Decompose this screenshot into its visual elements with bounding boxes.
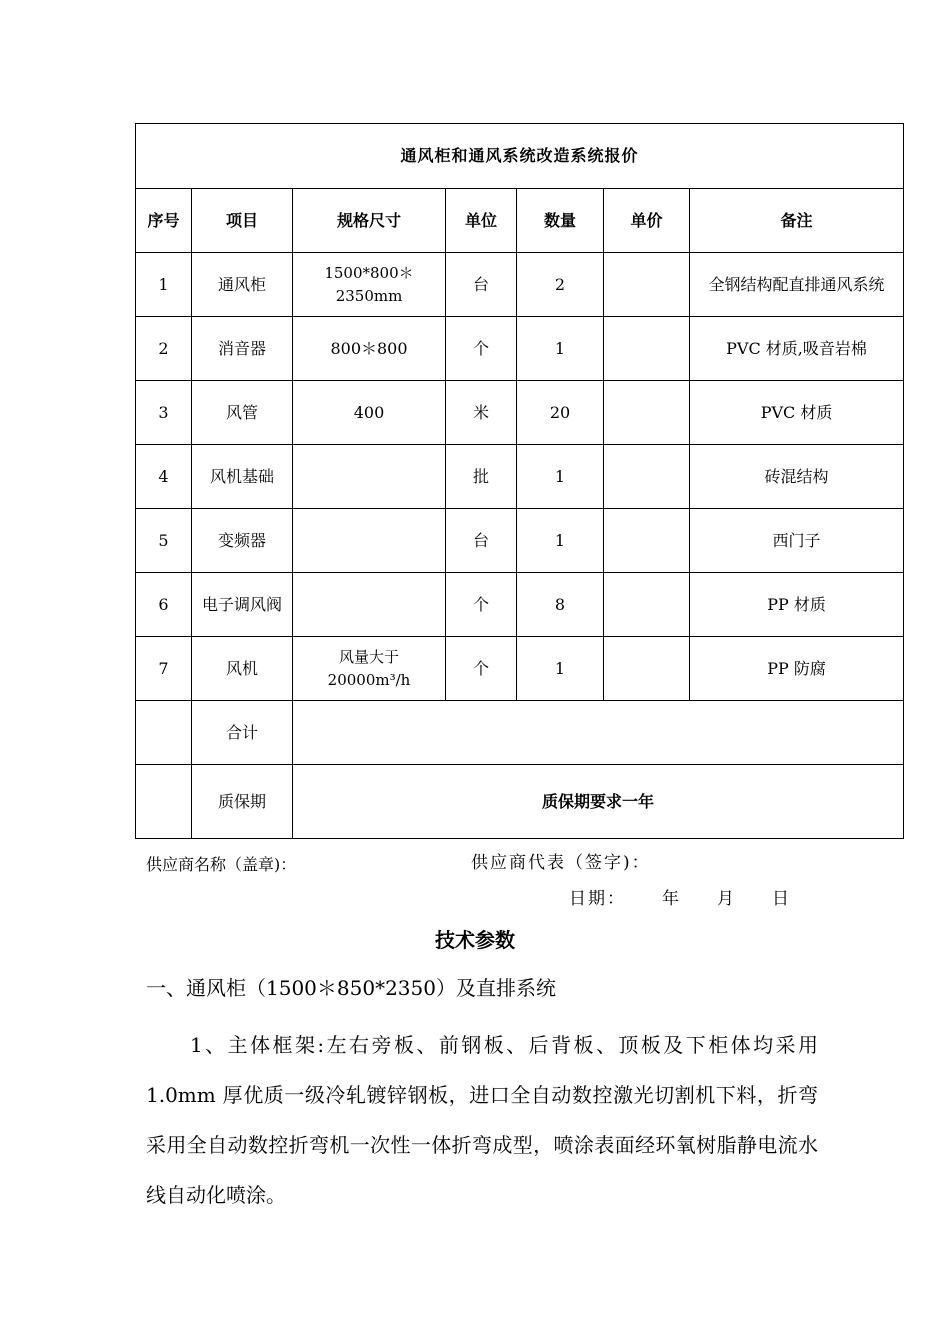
table-row [136,573,904,637]
cell-price [604,253,690,317]
warranty-label: 质保期 [192,765,293,839]
date-day: 日 [772,889,791,909]
cell-item: 风机 [192,637,293,701]
header-spec: 规格尺寸 [293,189,446,253]
header-item: 项目 [192,189,293,253]
cell-item: 电子调风阀 [192,573,293,637]
cell-price [604,317,690,381]
date-line [569,884,791,909]
cell-no: 1 [136,253,192,317]
cell-unit: 台 [446,253,517,317]
cell-item: 风机基础 [192,445,293,509]
cell-spec [293,573,446,637]
total-value [293,701,904,765]
header-qty: 数量 [517,189,604,253]
header-price: 单价 [604,189,690,253]
section-heading: 一、通风柜（1500＊850*2350）及直排系统 [146,976,556,1000]
cell-no: 4 [136,445,192,509]
cell-qty: 1 [517,637,604,701]
table-row [136,445,904,509]
cell-item: 消音器 [192,317,293,381]
cell-unit: 个 [446,317,517,381]
tech-section-title: 技术参数 [435,928,515,952]
warranty-value: 质保期要求一年 [293,765,904,839]
header-note: 备注 [690,189,904,253]
cell-spec: 风量大于 20000m³/h [293,637,446,701]
header-unit: 单位 [446,189,517,253]
total-row [136,701,904,765]
date-label: 日期： [569,889,626,909]
cell-price [604,381,690,445]
cell-spec [293,509,446,573]
cell-qty: 1 [517,445,604,509]
total-label: 合计 [192,701,293,765]
supplier-rep-label: 供应商代表（签字)： [471,853,651,873]
date-year: 年 [662,889,681,909]
cell-qty: 1 [517,509,604,573]
cell-no: 2 [136,317,192,381]
table-header-row [136,189,904,253]
table-row [136,317,904,381]
cell-spec: 800＊800 [293,317,446,381]
cell-qty: 8 [517,573,604,637]
cell-item: 变频器 [192,509,293,573]
cell-unit: 台 [446,509,517,573]
cell-no: 7 [136,637,192,701]
cell-spec: 400 [293,381,446,445]
cell-price [604,445,690,509]
cell-note: PVC 材质,吸音岩棉 [690,317,904,381]
cell-note: PVC 材质 [690,381,904,445]
cell-note: PP 材质 [690,573,904,637]
date-month: 月 [717,889,736,909]
cell-note: 砖混结构 [690,445,904,509]
cell-no: 6 [136,573,192,637]
table-row [136,253,904,317]
total-blank [136,701,192,765]
cell-unit: 个 [446,573,517,637]
table-row [136,509,904,573]
quote-table [135,123,904,839]
table-title: 通风柜和通风系统改造系统报价 [136,124,904,189]
supplier-name-label: 供应商名称（盖章)： [146,855,297,874]
cell-qty: 20 [517,381,604,445]
table-row [136,637,904,701]
cell-qty: 2 [517,253,604,317]
cell-note: 西门子 [690,509,904,573]
body-paragraph: 1、主体框架:左右旁板、前钢板、后背板、顶板及下柜体均采用 1.0mm 厚优质一级冷轧镀锌钢板，进口全自动数控激光切割机下料，折弯采用全自动数控折弯机一次性一体折弯成型，喷涂表面经环氧树脂静电流水线自动化喷涂。 [146,1033,818,1207]
cell-price [604,573,690,637]
warranty-blank [136,765,192,839]
cell-unit: 批 [446,445,517,509]
cell-unit: 米 [446,381,517,445]
cell-spec [293,445,446,509]
cell-no: 3 [136,381,192,445]
cell-price [604,637,690,701]
cell-item: 风管 [192,381,293,445]
cell-spec: 1500*800＊2350mm [293,253,446,317]
header-no: 序号 [136,189,192,253]
cell-unit: 个 [446,637,517,701]
cell-note: PP 防腐 [690,637,904,701]
table-row [136,381,904,445]
cell-note: 全钢结构配直排通风系统 [690,253,904,317]
table-title-row [136,124,904,189]
cell-price [604,509,690,573]
cell-item: 通风柜 [192,253,293,317]
warranty-row [136,765,904,839]
cell-no: 5 [136,509,192,573]
cell-qty: 1 [517,317,604,381]
